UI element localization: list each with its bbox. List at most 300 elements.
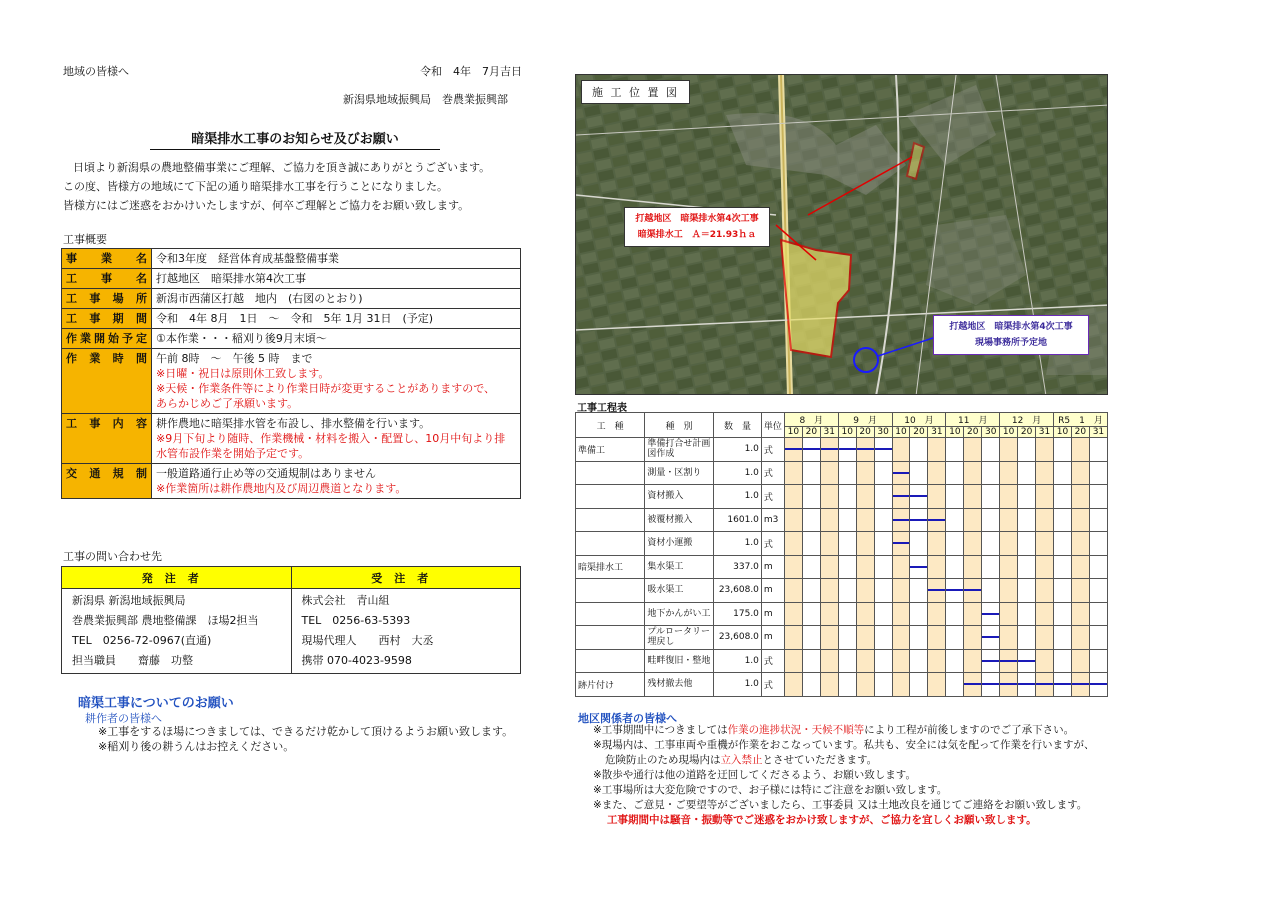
schedule-row <box>576 649 1108 673</box>
schedule-cell <box>910 508 928 532</box>
schedule-cell <box>802 555 820 579</box>
text-segment: により工程が前後しますのでご了承下さい。 <box>864 724 1075 736</box>
schedule-cell <box>856 485 874 509</box>
schedule-row <box>576 555 1108 579</box>
schedule-cell <box>1000 649 1018 673</box>
issuer: 新潟県地域振興局 巻農業振興部 <box>343 93 508 106</box>
schedule-bar <box>1054 683 1071 685</box>
schedule-cell <box>1036 485 1054 509</box>
schedule-cell <box>982 438 1000 462</box>
overview-value <box>152 309 521 329</box>
schedule-cell <box>838 438 856 462</box>
schedule-cell <box>1036 626 1054 650</box>
schedule-qty: 1.0 <box>714 532 762 556</box>
overview-value-line: ※作業箇所は耕作農地内及び周辺農道となります。 <box>156 482 407 495</box>
intro-line: この度、皆様方の地域にて下記の通り暗渠排水工事を行うことになりました。 <box>63 180 448 193</box>
schedule-type <box>576 508 645 532</box>
schedule-cell <box>1071 532 1089 556</box>
schedule-cell <box>1000 461 1018 485</box>
schedule-cell <box>892 461 910 485</box>
schedule-bar <box>982 683 999 685</box>
schedule-bar <box>1072 683 1089 685</box>
intro-line: 日頃より新潟県の農地整備事業にご理解、ご協力を頂き誠にありがとうございます。 <box>73 161 491 174</box>
schedule-cell <box>910 649 928 673</box>
schedule-bar <box>785 448 802 450</box>
schedule-qty: 23,608.0 <box>714 626 762 650</box>
overview-row <box>62 329 521 349</box>
schedule-bar <box>964 683 981 685</box>
schedule-cell <box>982 579 1000 603</box>
schedule-cell <box>784 649 802 673</box>
schedule-cell <box>838 555 856 579</box>
schedule-bar <box>1090 683 1107 685</box>
schedule-cell <box>946 532 964 556</box>
intro <box>63 158 490 215</box>
schedule-cell <box>1036 649 1054 673</box>
orderer-line: 担当職員 齋藤 功整 <box>72 654 193 667</box>
schedule-cell <box>874 579 892 603</box>
overview-value-line: ※天候・作業条件等により作業日時が変更することがありますので、 <box>156 382 495 395</box>
schedule-cell <box>874 485 892 509</box>
schedule-cell <box>802 461 820 485</box>
schedule-cell <box>946 626 964 650</box>
schedule-row <box>576 508 1108 532</box>
schedule-cell <box>1000 485 1018 509</box>
overview-value-line: ①本作業・・・稲刈り後9月末頃～ <box>156 332 327 345</box>
schedule-kind: 被覆材搬入 <box>645 508 714 532</box>
schedule-cell <box>982 461 1000 485</box>
schedule-cell <box>928 508 946 532</box>
schedule-cell <box>838 461 856 485</box>
schedule-unit: m <box>761 602 784 626</box>
schedule-cell <box>874 438 892 462</box>
schedule-cell <box>784 438 802 462</box>
overview-row <box>62 269 521 289</box>
schedule-cell <box>1071 602 1089 626</box>
highlight-segment: 作業の進捗状況・天候不順等 <box>727 724 865 736</box>
schedule-cell <box>946 508 964 532</box>
schedule-bar <box>982 636 999 638</box>
schedule-cell <box>910 532 928 556</box>
col-kind: 種 別 <box>645 413 714 438</box>
schedule-cell <box>1000 532 1018 556</box>
schedule-kind: 残材撤去他 <box>645 673 714 697</box>
month-header: 9 月 <box>838 413 892 427</box>
schedule-cell <box>910 579 928 603</box>
schedule-cell <box>892 438 910 462</box>
schedule-bar <box>893 472 910 474</box>
schedule-bar <box>982 660 999 662</box>
schedule-cell <box>1071 485 1089 509</box>
schedule-cell <box>946 673 964 697</box>
schedule-qty: 1.0 <box>714 673 762 697</box>
schedule-bar <box>910 566 927 568</box>
schedule-cell <box>1000 673 1018 697</box>
schedule-unit: m <box>761 555 784 579</box>
schedule-cell <box>892 579 910 603</box>
schedule-cell <box>874 461 892 485</box>
schedule-cell <box>1053 649 1071 673</box>
overview-row <box>62 464 521 499</box>
schedule-cell <box>1000 602 1018 626</box>
contact-heading: 工事の問い合わせ先 <box>63 550 162 563</box>
schedule-cell <box>1053 461 1071 485</box>
schedule-cell <box>1036 673 1054 697</box>
schedule-cell <box>1018 508 1036 532</box>
overview-value-line: ※9月下旬より随時、作業機械・材料を搬入・配置し、10月中旬より排 <box>156 432 506 445</box>
schedule-qty: 175.0 <box>714 602 762 626</box>
schedule-unit: 式 <box>761 438 784 462</box>
schedule-cell <box>1071 649 1089 673</box>
overview-value-line: 令和3年度 経営体育成基盤整備事業 <box>156 252 339 265</box>
schedule-cell <box>784 579 802 603</box>
schedule-cell <box>784 485 802 509</box>
contractor-line: 株式会社 青山組 <box>301 594 390 607</box>
schedule-cell <box>802 532 820 556</box>
farmers-request-line: ※工事をするほ場につきましては、できるだけ乾かして頂けるようお願い致します。 <box>98 725 514 738</box>
schedule-cell <box>964 626 982 650</box>
schedule-row <box>576 461 1108 485</box>
schedule-cell <box>946 555 964 579</box>
schedule-cell <box>892 532 910 556</box>
schedule-cell <box>838 485 856 509</box>
schedule-bar <box>839 448 856 450</box>
overview-label: 交通規制 <box>62 464 152 499</box>
schedule-cell <box>1089 532 1107 556</box>
schedule-cell <box>1036 602 1054 626</box>
callout-line: 打越地区 暗渠排水第4次工事 <box>635 214 759 224</box>
schedule-bar <box>821 448 838 450</box>
col-qty: 数 量 <box>714 413 762 438</box>
schedule-unit: 式 <box>761 673 784 697</box>
schedule-cell <box>964 438 982 462</box>
schedule-cell <box>874 626 892 650</box>
schedule-heading: 工事工程表 <box>577 403 627 414</box>
schedule-cell <box>1071 508 1089 532</box>
schedule-cell <box>910 626 928 650</box>
schedule-bar <box>1018 660 1035 662</box>
schedule-cell <box>820 626 838 650</box>
overview-value <box>152 329 521 349</box>
schedule-cell <box>946 461 964 485</box>
schedule-cell <box>964 461 982 485</box>
schedule-cell <box>1000 508 1018 532</box>
schedule-cell <box>892 555 910 579</box>
schedule-cell <box>856 579 874 603</box>
schedule-qty: 1.0 <box>714 461 762 485</box>
schedule-kind: 地下かんがい工 <box>645 602 714 626</box>
issue-date: 令和 4年 7月吉日 <box>420 65 522 78</box>
schedule-cell <box>802 649 820 673</box>
schedule-cell <box>838 626 856 650</box>
schedule-cell <box>1018 579 1036 603</box>
schedule-cell <box>964 649 982 673</box>
intro-line: 皆様方にはご迷惑をおかけいたしますが、何卒ご理解とご協力をお願い致します。 <box>63 199 470 212</box>
residents-heading: 地区関係者の皆様へ <box>578 712 677 725</box>
schedule-cell <box>964 485 982 509</box>
contractor-line: 現場代理人 西村 大丞 <box>301 634 434 647</box>
schedule-cell <box>802 508 820 532</box>
overview-row <box>62 309 521 329</box>
day-header: 10 <box>1053 427 1071 438</box>
overview-table <box>61 248 521 499</box>
schedule-cell <box>856 508 874 532</box>
overview-value <box>152 414 521 464</box>
schedule-cell <box>1089 485 1107 509</box>
schedule-cell <box>892 485 910 509</box>
schedule-bar <box>1018 683 1035 685</box>
schedule-qty: 337.0 <box>714 555 762 579</box>
schedule-qty: 1.0 <box>714 438 762 462</box>
schedule-cell <box>928 485 946 509</box>
overview-value <box>152 349 521 414</box>
schedule-cell <box>928 626 946 650</box>
day-header: 10 <box>946 427 964 438</box>
schedule-kind: 資材搬入 <box>645 485 714 509</box>
contractor-line: 携帯 070-4023-9598 <box>301 654 412 667</box>
day-header: 20 <box>802 427 820 438</box>
schedule-cell <box>892 673 910 697</box>
overview-label: 事 業 名 <box>62 249 152 269</box>
schedule-cell <box>1089 673 1107 697</box>
day-header: 31 <box>928 427 946 438</box>
schedule-row <box>576 532 1108 556</box>
schedule-bar <box>982 613 999 615</box>
schedule-cell <box>928 461 946 485</box>
schedule-cell <box>946 602 964 626</box>
schedule-cell <box>820 555 838 579</box>
schedule-bar <box>893 519 910 521</box>
overview-value-line: 令和 4年 8月 1日 ～ 令和 5年 1月 31日 (予定) <box>156 312 434 325</box>
schedule-cell <box>820 438 838 462</box>
schedule-cell <box>1000 579 1018 603</box>
schedule-cell <box>1000 438 1018 462</box>
schedule-cell <box>838 532 856 556</box>
schedule-cell <box>1053 485 1071 509</box>
schedule-cell <box>1089 461 1107 485</box>
schedule-cell <box>838 649 856 673</box>
schedule-cell <box>784 532 802 556</box>
overview-value-line: 水管布設作業を開始予定です。 <box>156 447 310 460</box>
orderer-line: 巻農業振興部 農地整備課 ほ場2担当 <box>72 614 259 627</box>
day-header: 10 <box>1000 427 1018 438</box>
schedule-cell <box>802 485 820 509</box>
schedule-bar <box>1000 660 1017 662</box>
orderer-line: 新潟県 新潟地域振興局 <box>72 594 186 607</box>
day-header: 31 <box>1036 427 1054 438</box>
schedule-cell <box>820 532 838 556</box>
schedule-cell <box>1018 626 1036 650</box>
schedule-cell <box>838 602 856 626</box>
overview-value-line: 新潟市西蒲区打越 地内 (右図のとおり) <box>156 292 363 305</box>
day-header: 31 <box>820 427 838 438</box>
schedule-cell <box>910 673 928 697</box>
schedule-cell <box>802 602 820 626</box>
schedule-row <box>576 485 1108 509</box>
schedule-cell <box>928 579 946 603</box>
month-header: 11 月 <box>946 413 1000 427</box>
day-header: 10 <box>838 427 856 438</box>
schedule-cell <box>856 602 874 626</box>
schedule-unit: 式 <box>761 532 784 556</box>
schedule-qty: 23,608.0 <box>714 579 762 603</box>
farmers-request-list <box>98 724 513 754</box>
schedule-kind: 吸水渠工 <box>645 579 714 603</box>
orderer-header: 発注者 <box>62 567 292 589</box>
callout-line: 暗渠排水工 Ａ＝21.93ｈａ <box>637 230 757 240</box>
schedule-qty: 1.0 <box>714 485 762 509</box>
schedule-kind: 畦畔復旧・整地 <box>645 649 714 673</box>
contractor-line: TEL 0256-63-5393 <box>301 614 411 627</box>
schedule-cell <box>946 579 964 603</box>
schedule-unit: 式 <box>761 485 784 509</box>
schedule-cell <box>1036 579 1054 603</box>
schedule-cell <box>1053 532 1071 556</box>
schedule-bar <box>928 519 945 521</box>
schedule-cell <box>820 579 838 603</box>
work-area-callout <box>624 207 770 247</box>
col-unit: 単位 <box>761 413 784 438</box>
schedule-cell <box>802 579 820 603</box>
schedule-cell <box>1089 438 1107 462</box>
schedule-type: 準備工 <box>576 438 645 462</box>
schedule-cell <box>1053 602 1071 626</box>
schedule-cell <box>838 508 856 532</box>
schedule-cell <box>964 508 982 532</box>
farmers-request-line: ※稲刈り後の耕うんはお控えください。 <box>98 740 295 753</box>
schedule-row <box>576 673 1108 697</box>
schedule-cell <box>784 508 802 532</box>
schedule-cell <box>964 532 982 556</box>
schedule-cell <box>1036 461 1054 485</box>
schedule-cell <box>856 673 874 697</box>
schedule-cell <box>1018 532 1036 556</box>
schedule-cell <box>1036 508 1054 532</box>
schedule-cell <box>910 555 928 579</box>
schedule-cell <box>964 673 982 697</box>
day-header: 20 <box>1071 427 1089 438</box>
schedule-cell <box>910 438 928 462</box>
callout-line: 打越地区 暗渠排水第4次工事 <box>949 322 1073 332</box>
schedule-cell <box>784 626 802 650</box>
month-header: 10 月 <box>892 413 946 427</box>
overview-label: 作業時間 <box>62 349 152 414</box>
schedule-cell <box>1018 438 1036 462</box>
schedule-cell <box>982 626 1000 650</box>
day-header: 20 <box>1018 427 1036 438</box>
schedule-cell <box>928 532 946 556</box>
schedule-row <box>576 438 1108 462</box>
schedule-cell <box>1071 626 1089 650</box>
schedule-cell <box>1071 438 1089 462</box>
site-location-map <box>575 74 1108 395</box>
overview-value-line: 耕作農地に暗渠排水管を布設し、排水整備を行います。 <box>156 417 431 430</box>
schedule-cell <box>982 673 1000 697</box>
schedule-cell <box>874 532 892 556</box>
schedule-cell <box>1018 649 1036 673</box>
schedule-type: 暗渠排水工 <box>576 555 645 579</box>
greeting: 地域の皆様へ <box>63 65 129 78</box>
overview-value-line: 一般道路通行止め等の交通規制はありません <box>156 467 376 480</box>
schedule-cell <box>892 508 910 532</box>
schedule-cell <box>820 461 838 485</box>
schedule-cell <box>928 555 946 579</box>
schedule-kind: プルロータリー埋戻し <box>645 626 714 650</box>
overview-heading: 工事概要 <box>63 233 107 246</box>
schedule-unit: 式 <box>761 461 784 485</box>
residents-line <box>593 753 1094 768</box>
schedule-cell <box>982 485 1000 509</box>
overview-label: 工 事 名 <box>62 269 152 289</box>
schedule-cell <box>1018 485 1036 509</box>
schedule-bar <box>910 519 927 521</box>
schedule-cell <box>820 602 838 626</box>
schedule-cell <box>856 438 874 462</box>
schedule-cell <box>1053 508 1071 532</box>
schedule-cell <box>1053 438 1071 462</box>
day-header: 20 <box>856 427 874 438</box>
overview-value-line: あらかじめご了承願います。 <box>156 397 299 410</box>
overview-value <box>152 464 521 499</box>
schedule-kind: 準備打合せ計画図作成 <box>645 438 714 462</box>
schedule-qty: 1601.0 <box>714 508 762 532</box>
schedule-cell <box>784 555 802 579</box>
schedule-cell <box>982 649 1000 673</box>
day-header: 30 <box>874 427 892 438</box>
schedule-cell <box>1000 555 1018 579</box>
callout-line: 現場事務所予定地 <box>974 338 1047 348</box>
overview-value <box>152 289 521 309</box>
overview-label: 工事内容 <box>62 414 152 464</box>
schedule-cell <box>1018 555 1036 579</box>
page-title: 暗渠排水工事のお知らせ及びお願い <box>150 128 440 150</box>
schedule-bar <box>964 589 981 591</box>
schedule-cell <box>892 649 910 673</box>
schedule-cell <box>820 649 838 673</box>
schedule-unit: m <box>761 626 784 650</box>
schedule-type <box>576 485 645 509</box>
schedule-cell <box>856 626 874 650</box>
schedule-cell <box>982 532 1000 556</box>
schedule-cell <box>964 579 982 603</box>
schedule-cell <box>874 555 892 579</box>
schedule-cell <box>946 485 964 509</box>
overview-value-line: 打越地区 暗渠排水第4次工事 <box>156 272 306 285</box>
schedule-row <box>576 602 1108 626</box>
schedule-cell <box>1089 579 1107 603</box>
schedule-cell <box>910 461 928 485</box>
schedule-cell <box>874 508 892 532</box>
overview-row <box>62 249 521 269</box>
schedule-cell <box>1089 602 1107 626</box>
overview-value <box>152 269 521 289</box>
schedule-bar <box>875 448 892 450</box>
schedule-cell <box>1053 555 1071 579</box>
overview-label: 工事場所 <box>62 289 152 309</box>
site-office-callout <box>933 315 1089 355</box>
schedule-type <box>576 649 645 673</box>
text-segment: とさせていただきます。 <box>762 754 878 766</box>
schedule-cell <box>946 649 964 673</box>
schedule-cell <box>1071 673 1089 697</box>
schedule-cell <box>838 673 856 697</box>
contact-table <box>61 566 521 674</box>
overview-row <box>62 414 521 464</box>
schedule-kind: 測量・区割り <box>645 461 714 485</box>
schedule-cell <box>1053 673 1071 697</box>
text-segment: ※工事期間中につきましては <box>593 724 728 736</box>
schedule-bar <box>803 448 820 450</box>
